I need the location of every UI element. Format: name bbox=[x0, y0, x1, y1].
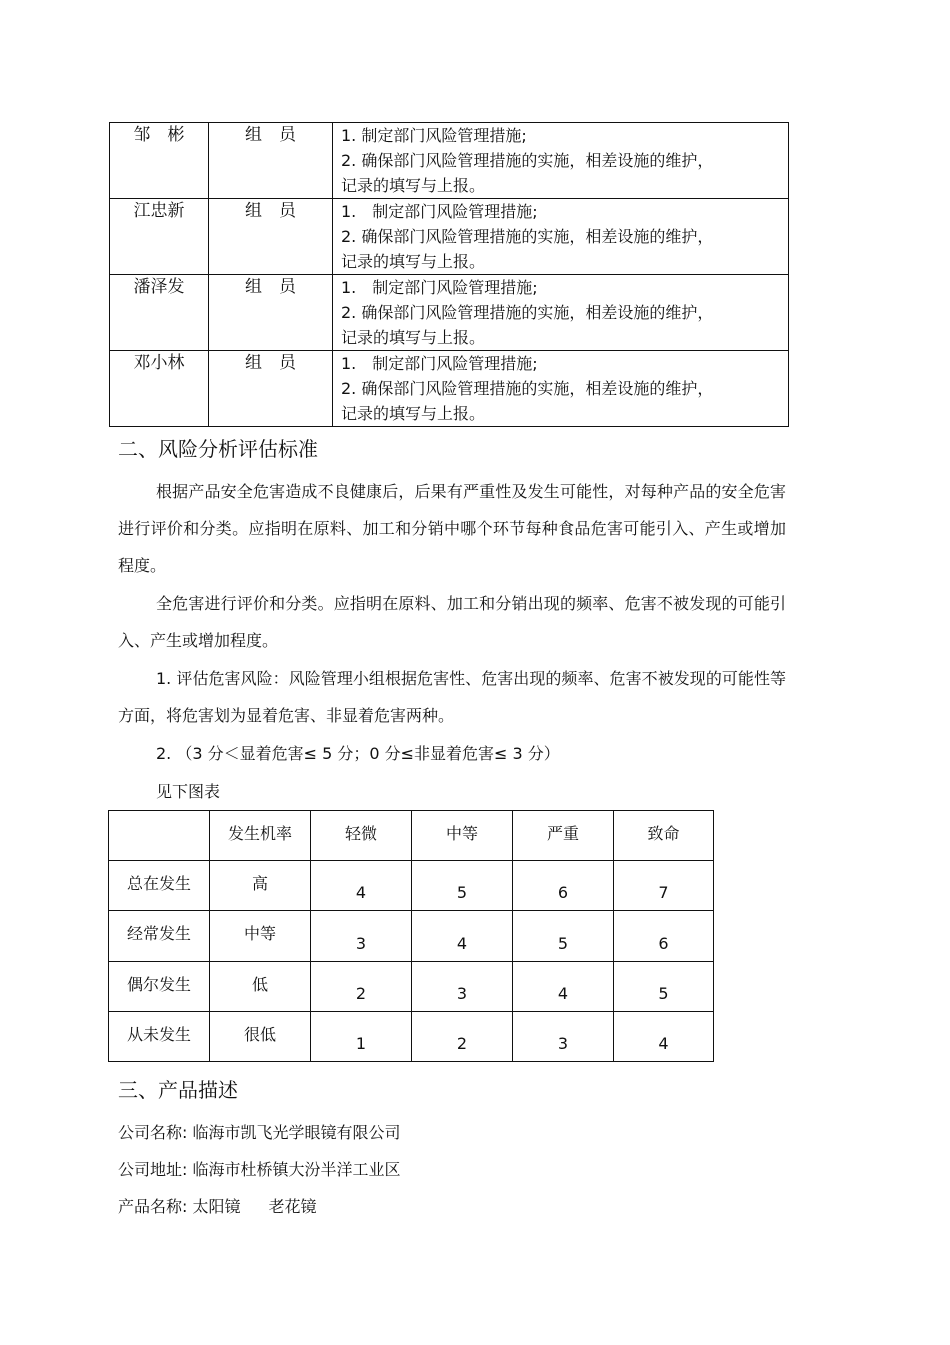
likelihood-cell: 中等 bbox=[210, 911, 311, 961]
member-role: 组 员 bbox=[209, 275, 333, 351]
company-address-label: 公司地址: bbox=[118, 1160, 188, 1179]
section-heading: 二、风险分析评估标准 bbox=[118, 437, 318, 461]
score-cell: 6 bbox=[513, 861, 614, 911]
member-duties bbox=[333, 275, 789, 351]
score-cell: 5 bbox=[614, 961, 714, 1011]
score-cell: 3 bbox=[412, 961, 513, 1011]
section-heading: 三、产品描述 bbox=[118, 1078, 238, 1102]
score-range-line: 2. （3 分＜显着危害≤ 5 分；0 分≤非显着危害≤ 3 分） bbox=[156, 744, 560, 763]
product-name-label: 产品名称: bbox=[118, 1197, 188, 1216]
likelihood-cell: 很低 bbox=[210, 1011, 311, 1061]
product-name-value: 老花镜 bbox=[268, 1197, 317, 1216]
score-cell: 6 bbox=[614, 911, 714, 961]
duty-line: 1. 制定部门风险管理措施; bbox=[341, 354, 538, 373]
duty-line: 1. 制定部门风险管理措施; bbox=[341, 278, 538, 297]
score-cell: 3 bbox=[513, 1011, 614, 1061]
duty-line: 记录的填写与上报。 bbox=[341, 252, 486, 271]
duty-line: 2. 确保部门风险管理措施的实施，相差设施的维护， bbox=[341, 379, 714, 398]
likelihood-cell: 低 bbox=[210, 961, 311, 1011]
duty-line: 2. 确保部门风险管理措施的实施，相差设施的维护， bbox=[341, 151, 714, 170]
score-cell: 5 bbox=[412, 861, 513, 911]
duty-line: 记录的填写与上报。 bbox=[341, 176, 486, 195]
member-role: 组 员 bbox=[209, 351, 333, 427]
see-table-line: 见下图表 bbox=[156, 782, 221, 801]
duty-line: 1. 制定部门风险管理措施; bbox=[341, 126, 527, 145]
company-name-label: 公司名称: bbox=[118, 1123, 188, 1142]
member-name: 邹 彬 bbox=[110, 123, 209, 199]
table-row bbox=[110, 123, 789, 199]
table-row bbox=[109, 1011, 714, 1061]
duty-line: 记录的填写与上报。 bbox=[341, 404, 486, 423]
member-duties bbox=[333, 199, 789, 275]
score-cell: 3 bbox=[311, 911, 412, 961]
paragraph: 根据产品安全危害造成不良健康后，后果有严重性及发生可能性，对每种产品的安全危害进行评价和分类。应指明在原料、加工和分销中哪个环节每种食品危害可能引入、产生或增加程度。 bbox=[118, 482, 786, 575]
frequency-label: 总在发生 bbox=[109, 861, 210, 911]
score-cell: 2 bbox=[311, 961, 412, 1011]
member-duties bbox=[333, 123, 789, 199]
header-cell: 中等 bbox=[412, 811, 513, 861]
frequency-label: 经常发生 bbox=[109, 911, 210, 961]
likelihood-cell: 高 bbox=[210, 861, 311, 911]
table-row bbox=[109, 911, 714, 961]
frequency-label: 从未发生 bbox=[109, 1011, 210, 1061]
score-cell: 2 bbox=[412, 1011, 513, 1061]
company-address-value: 临海市杜桥镇大汾半洋工业区 bbox=[192, 1160, 401, 1179]
company-name-line bbox=[118, 1121, 401, 1145]
table-header-row bbox=[109, 811, 714, 861]
members-table bbox=[109, 122, 789, 427]
member-role: 组 员 bbox=[209, 123, 333, 199]
paragraph: 全危害进行评价和分类。应指明在原料、加工和分销出现的频率、危害不被发现的可能引入、产生或增加程度。 bbox=[118, 594, 786, 650]
paragraph: 1. 评估危害风险：风险管理小组根据危害性、危害出现的频率、危害不被发现的可能性等方面，将危害划为显着危害、非显着危害两种。 bbox=[118, 669, 786, 725]
table-row bbox=[109, 961, 714, 1011]
score-cell: 4 bbox=[412, 911, 513, 961]
table-row bbox=[109, 861, 714, 911]
table-row bbox=[110, 275, 789, 351]
header-cell: 发生机率 bbox=[210, 811, 311, 861]
member-name: 江忠新 bbox=[110, 199, 209, 275]
duty-line: 2. 确保部门风险管理措施的实施，相差设施的维护， bbox=[341, 303, 714, 322]
duty-line: 记录的填写与上报。 bbox=[341, 328, 486, 347]
header-cell: 轻微 bbox=[311, 811, 412, 861]
duty-line: 1. 制定部门风险管理措施; bbox=[341, 202, 538, 221]
score-cell: 4 bbox=[513, 961, 614, 1011]
risk-matrix-table bbox=[108, 810, 714, 1062]
member-name: 潘泽发 bbox=[110, 275, 209, 351]
score-cell: 4 bbox=[311, 861, 412, 911]
table-row bbox=[110, 351, 789, 427]
score-cell: 1 bbox=[311, 1011, 412, 1061]
duty-line: 2. 确保部门风险管理措施的实施，相差设施的维护， bbox=[341, 227, 714, 246]
score-cell: 7 bbox=[614, 861, 714, 911]
table-row bbox=[110, 199, 789, 275]
company-name-value: 临海市凯飞光学眼镜有限公司 bbox=[192, 1123, 401, 1142]
member-duties bbox=[333, 351, 789, 427]
frequency-label: 偶尔发生 bbox=[109, 961, 210, 1011]
member-name: 邓小林 bbox=[110, 351, 209, 427]
product-name-value: 太阳镜 bbox=[192, 1197, 241, 1216]
product-name-line bbox=[118, 1195, 317, 1219]
score-cell: 4 bbox=[614, 1011, 714, 1061]
header-cell: 致命 bbox=[614, 811, 714, 861]
member-role: 组 员 bbox=[209, 199, 333, 275]
company-address-line bbox=[118, 1158, 401, 1182]
score-cell: 5 bbox=[513, 911, 614, 961]
header-cell: 严重 bbox=[513, 811, 614, 861]
header-cell bbox=[109, 811, 210, 861]
